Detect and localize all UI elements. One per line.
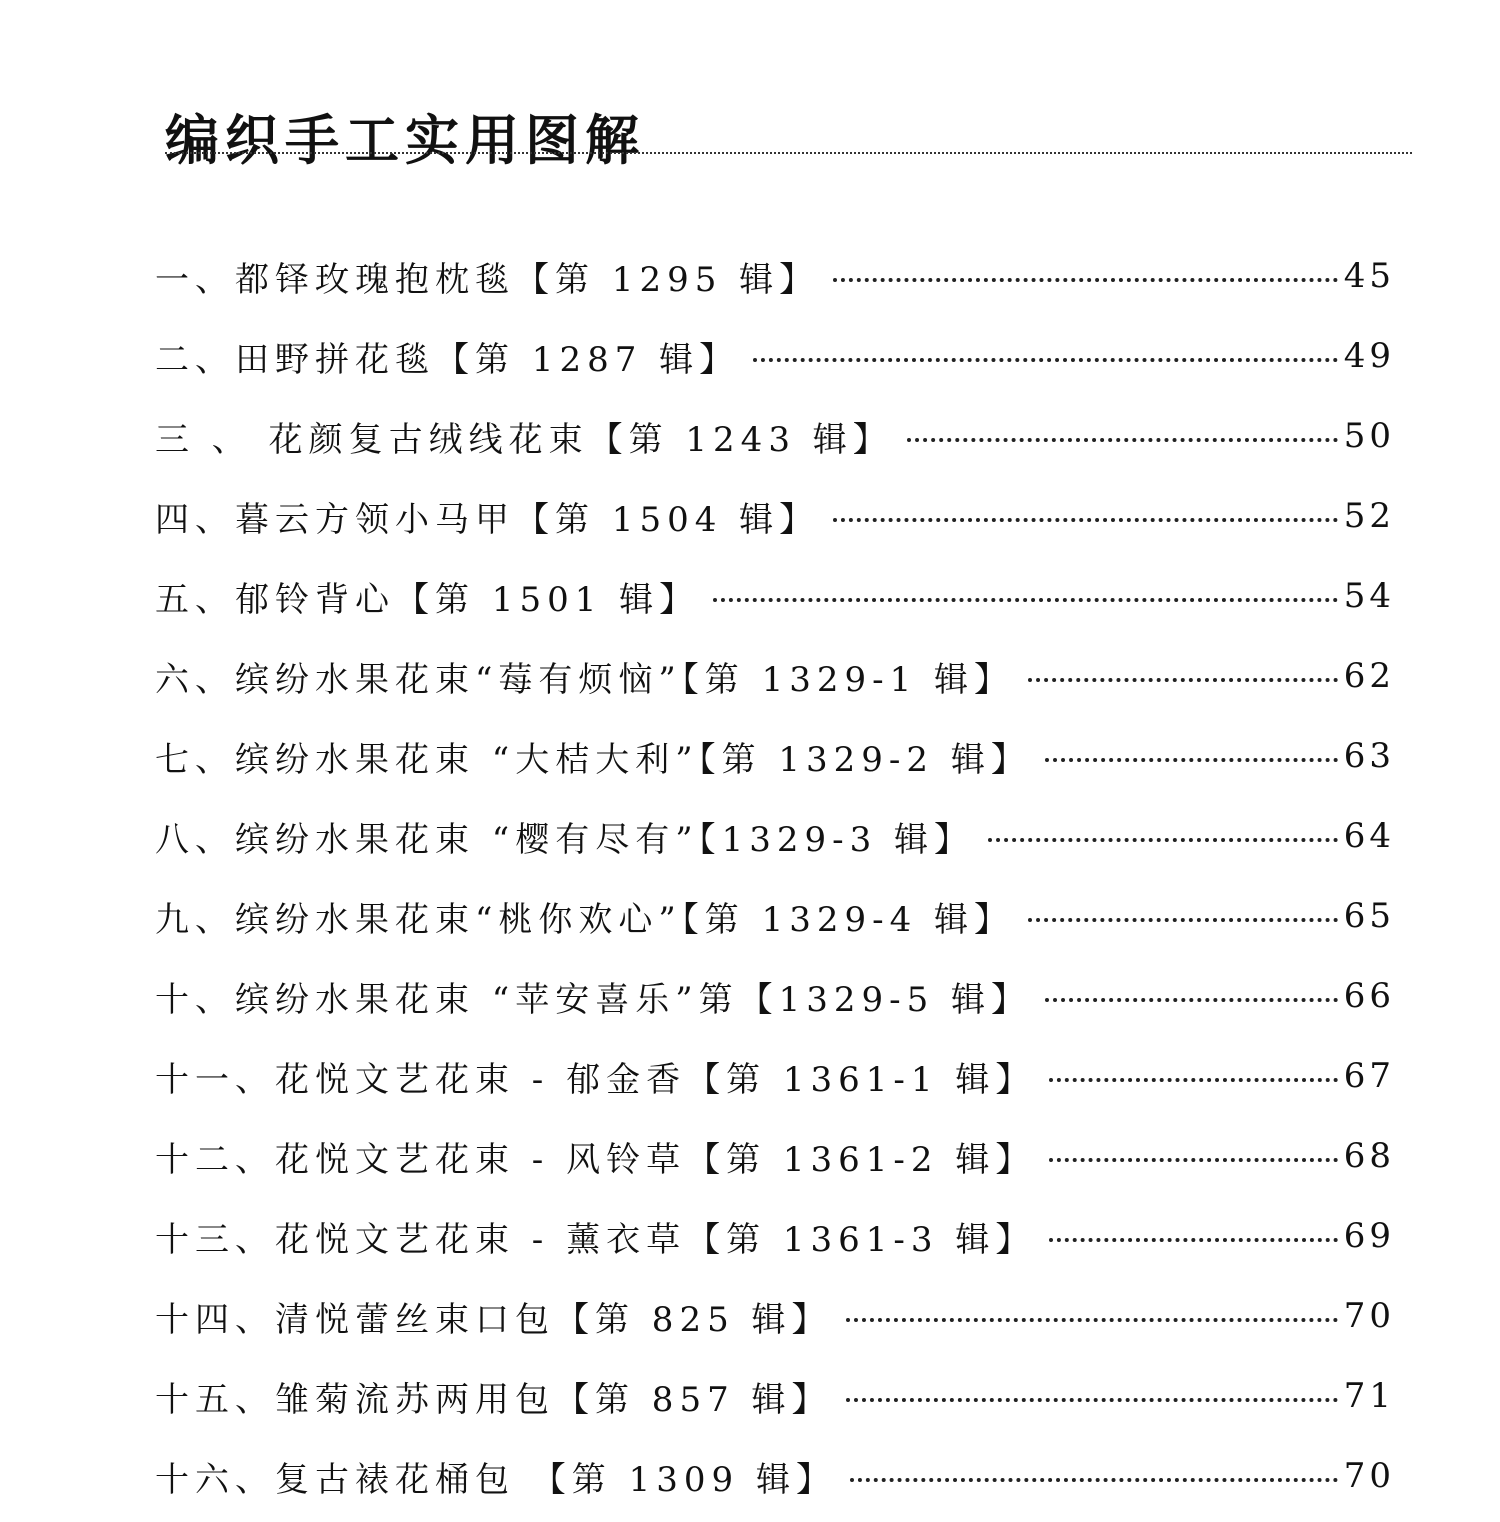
toc-entry	[155, 956, 1395, 1036]
toc-entry-title: 十一、花悦文艺花束 - 郁金香【第 1361-1 辑】	[155, 1059, 1036, 1100]
toc-entry-page-number: 62	[1343, 656, 1395, 696]
dot-leader	[846, 1398, 1338, 1402]
dot-leader	[1049, 1078, 1337, 1082]
toc-entry	[155, 556, 1395, 636]
toc-entry	[155, 1196, 1395, 1276]
toc-entry	[155, 476, 1395, 556]
dot-leader	[1028, 918, 1338, 922]
toc-entry-page-number: 67	[1343, 1056, 1395, 1096]
toc-entry-title: 十三、花悦文艺花束 - 薰衣草【第 1361-3 辑】	[155, 1219, 1036, 1260]
dot-leader	[907, 438, 1338, 442]
dot-leader	[833, 278, 1338, 282]
toc-entry-title: 十四、清悦蕾丝束口包【第 825 辑】	[155, 1299, 832, 1340]
toc-entry-page-number: 65	[1343, 896, 1395, 936]
dot-leader	[1028, 678, 1338, 682]
toc-entry	[155, 1436, 1395, 1516]
toc-entry-page-number: 70	[1343, 1296, 1395, 1336]
toc-entry-page-number: 69	[1343, 1216, 1395, 1256]
toc-entry	[155, 1276, 1395, 1356]
dot-leader	[988, 838, 1338, 842]
toc-entry-title: 十、缤纷水果花束 “苹安喜乐”第【1329-5 辑】	[155, 979, 1032, 1020]
toc-entry-title: 六、缤纷水果花束“莓有烦恼”【第 1329-1 辑】	[155, 659, 1015, 700]
dot-leader	[833, 518, 1338, 522]
toc-entry-page-number: 64	[1343, 816, 1395, 856]
toc-entry-title: 七、缤纷水果花束 “大桔大利”【第 1329-2 辑】	[155, 739, 1031, 780]
toc-entry	[155, 876, 1395, 956]
toc-entry	[155, 1036, 1395, 1116]
toc-entry-page-number: 70	[1343, 1456, 1395, 1496]
toc-entry-page-number: 49	[1343, 336, 1395, 376]
toc-entry-title: 八、缤纷水果花束 “樱有尽有”【1329-3 辑】	[155, 819, 975, 860]
toc-entry-page-number: 50	[1343, 416, 1395, 456]
toc-entry-title: 五、郁铃背心【第 1501 辑】	[155, 579, 700, 620]
page-title: 编织手工实用图解	[165, 108, 645, 173]
toc-entry-page-number: 54	[1343, 576, 1395, 616]
toc-entry	[155, 1356, 1395, 1436]
toc-entry	[155, 236, 1395, 316]
toc-entry-page-number: 45	[1343, 256, 1395, 296]
dot-leader	[1049, 1238, 1337, 1242]
toc-entry-title: 十五、雏菊流苏两用包【第 857 辑】	[155, 1379, 832, 1420]
toc-entry-page-number: 66	[1343, 976, 1395, 1016]
toc-entry-title: 十二、花悦文艺花束 - 风铃草【第 1361-2 辑】	[155, 1139, 1036, 1180]
toc-entry	[155, 636, 1395, 716]
toc-entry	[155, 796, 1395, 876]
table-of-contents	[155, 236, 1395, 1516]
toc-entry-page-number: 71	[1343, 1376, 1395, 1416]
toc-entry-page-number: 52	[1343, 496, 1395, 536]
toc-entry-title: 三 、 花颜复古绒线花束【第 1243 辑】	[155, 419, 893, 460]
dot-leader	[753, 358, 1338, 362]
toc-entry-page-number: 68	[1343, 1136, 1395, 1176]
dot-leader	[846, 1318, 1338, 1322]
dot-leader	[1045, 758, 1338, 762]
toc-entry-title: 九、缤纷水果花束“桃你欢心”【第 1329-4 辑】	[155, 899, 1015, 940]
toc-entry-title: 一、都铎玫瑰抱枕毯【第 1295 辑】	[155, 259, 820, 300]
toc-entry-page-number: 63	[1343, 736, 1395, 776]
dot-leader	[713, 598, 1338, 602]
toc-entry-title: 四、暮云方领小马甲【第 1504 辑】	[155, 499, 820, 540]
toc-entry	[155, 716, 1395, 796]
dot-leader	[1049, 1158, 1337, 1162]
toc-entry	[155, 1116, 1395, 1196]
title-divider	[165, 152, 1412, 154]
toc-entry-title: 十六、复古裱花桶包 【第 1309 辑】	[155, 1459, 836, 1500]
toc-entry	[155, 396, 1395, 476]
dot-leader	[850, 1478, 1338, 1482]
toc-entry	[155, 316, 1395, 396]
toc-entry-title: 二、田野拼花毯【第 1287 辑】	[155, 339, 740, 380]
dot-leader	[1045, 998, 1338, 1002]
